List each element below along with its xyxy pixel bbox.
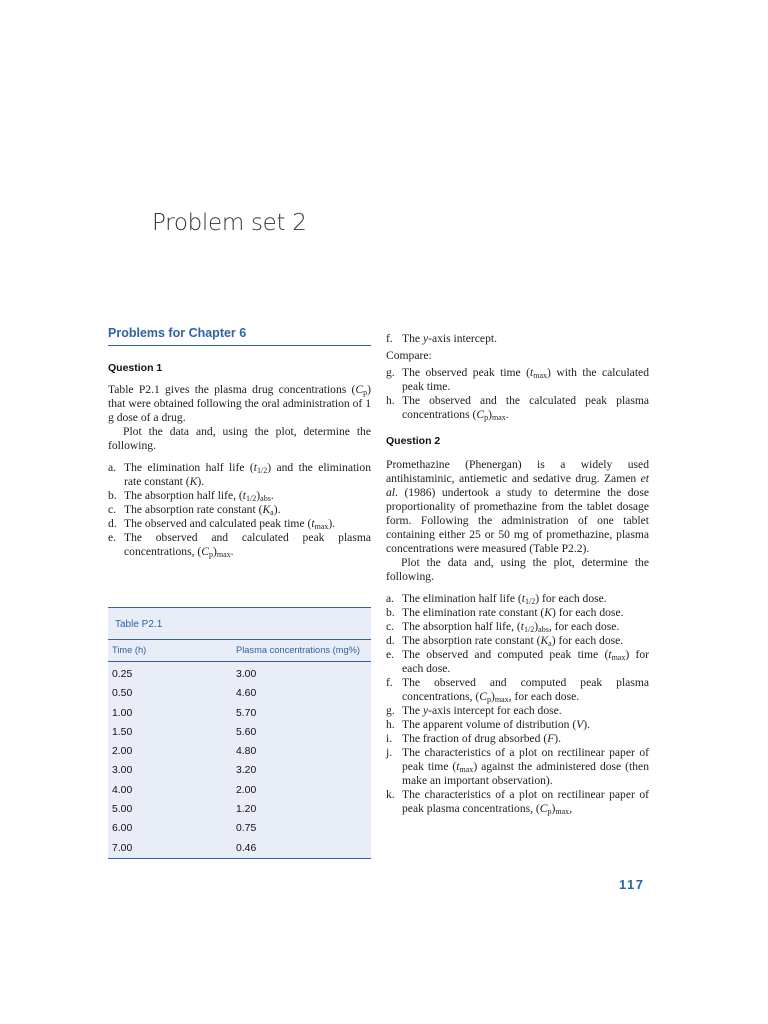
concentration-cell: 3.20 [236,765,257,777]
time-cell: 1.50 [112,726,133,738]
list-item-label: b. [386,606,395,619]
left-column [108,326,371,559]
concentration-cell: 4.80 [236,746,257,758]
compare-label: Compare: [386,349,432,362]
list-item-label: g. [386,704,395,717]
list-item-text: The observed and calculated peak plasma concentrations, $(C_p)_{max}$. [124,531,371,559]
table-row [108,704,371,723]
list-item [386,648,649,676]
time-cell: 0.25 [112,669,133,680]
section-heading: Problems for Chapter 6 [108,326,371,346]
question1-plot-instruction: Plot the data and, using the plot, determine the following. [108,425,371,452]
list-item [108,517,371,531]
concentration-cell: 5.70 [236,707,257,719]
list-item-text: The y-axis intercept for each dose. [402,704,562,717]
list-item-label: h. [386,394,395,407]
list-item [386,746,649,788]
time-cell: 5.00 [112,804,133,816]
list-item-text: The absorption half life, $(t_{1/2})_{abs}$. [124,489,274,503]
question1-heading: Question 1 [108,362,163,374]
list-item-label: e. [386,648,395,661]
right-column [386,332,649,816]
time-cell: 1.00 [112,707,133,719]
list-item-label: a. [108,461,117,474]
list-item [386,704,649,718]
concentration-cell: 2.00 [236,784,257,796]
table-row [108,839,371,858]
list-item [386,634,649,648]
list-item-label: c. [108,503,117,516]
table-row [108,781,371,800]
question2-plot-instruction: Plot the data and, using the plot, determine the following. [386,556,649,583]
table-row [108,684,371,703]
list-item-text: The characteristics of a plot on rectilinear paper of peak plasma concentrations, $(C_p)_{max}$, [402,788,649,816]
concentration-cell: 0.75 [236,823,257,835]
list-item-text: The observed and the calculated peak plasma concentrations $(C_p)_{max}$. [402,394,649,422]
concentration-cell: 0.46 [236,842,257,854]
concentration-cell: 1.20 [236,804,257,816]
list-item-label: e. [108,531,117,544]
question2-list [386,592,649,816]
list-item [386,592,649,606]
table-row [108,723,371,742]
list-item-text: The apparent volume of distribution (V). [402,718,591,731]
list-item [386,366,649,394]
page-number: 117 [619,877,645,892]
list-item-text: The elimination half life $(t_{1/2})$ for each dose. [402,592,607,606]
concentration-cell: 5.60 [236,726,257,738]
list-item-text: The observed and computed peak time $(t_{max})$ for each dose. [402,648,649,675]
list-item-text: The y-axis intercept. [402,332,497,345]
list-item [108,489,371,503]
table-header-row [108,639,371,662]
list-item-label: i. [386,732,393,745]
list-item [386,332,649,346]
list-item-text: The fraction of drug absorbed (F). [402,732,562,745]
list-item-text: The characteristics of a plot on rectilinear paper of peak time $(t_{max})$ against the administered dose (then make an important observation). [402,746,649,787]
table-row [108,819,371,838]
list-item-text: The elimination rate constant (K) for each dose. [402,606,624,619]
question1-list [108,461,371,559]
list-item-text: The observed and computed peak plasma concentrations, $(C_p)_{max}$, for each dose. [402,676,649,704]
list-item [386,718,649,732]
time-cell: 4.00 [112,784,133,796]
table-body [108,665,371,858]
table-row [108,800,371,819]
list-item-label: g. [386,366,395,379]
question1-list-continued [386,332,649,346]
time-cell: 2.00 [112,746,133,758]
list-item [386,394,649,422]
question2-heading: Question 2 [386,435,441,447]
list-item-label: f. [386,332,393,345]
table-p2-1 [108,607,371,859]
list-item [108,461,371,489]
list-item-label: c. [386,620,395,633]
time-cell: 3.00 [112,765,133,777]
list-item-label: f. [386,676,393,689]
concentration-cell: 3.00 [236,669,257,680]
table-row [108,665,371,684]
list-item [108,503,371,517]
concentration-cell: 4.60 [236,688,257,700]
table-header-concentration: Plasma concentrations (mg%) [236,645,361,655]
list-item-label: d. [108,517,117,530]
list-item [386,620,649,634]
list-item-label: k. [386,788,395,801]
list-item-text: The elimination half life $(t_{1/2})$ and the elimination rate constant (K). [124,461,371,488]
list-item-text: The observed peak time $(t_{max})$ with the calculated peak time. [402,366,649,393]
time-cell: 6.00 [112,823,133,835]
table-caption: Table P2.1 [115,619,163,630]
list-item-text: The absorption rate constant $(K_a)$ for each dose. [402,634,624,648]
list-item-text: The absorption rate constant $(K_a)$. [124,503,281,517]
list-item-label: j. [386,746,393,759]
time-cell: 7.00 [112,842,133,854]
page-title: Problem set 2 [152,210,307,236]
table-row [108,742,371,761]
list-item [386,732,649,746]
list-item-label: a. [386,592,395,605]
time-cell: 0.50 [112,688,133,700]
list-item-text: The absorption half life, $(t_{1/2})_{abs}$, for each dose. [402,620,620,634]
question1-intro: Table P2.1 gives the plasma drug concentrations $(C_p)$ that were obtained following the oral administration of 1 g dose of a drug. [108,383,371,424]
list-item [386,788,649,816]
list-item-label: d. [386,634,395,647]
list-item-text: The observed and calculated peak time $(t_{max})$. [124,517,336,531]
question2-intro: Promethazine (Phenergan) is a widely used antihistaminic, antiemetic and sedative drug. Zamen et al. (1986) undertook a study to determine the dose proportionality of promethazine from the tablet dosage form. Following the administration of one tablet containing either 25 or 50 mg of promethazine, plasma concentrations were measured (Table P2.2). [386,458,649,555]
list-item [386,606,649,620]
table-row [108,761,371,780]
list-item [386,676,649,704]
list-item-label: h. [386,718,395,731]
list-item-label: b. [108,489,117,502]
table-header-time: Time (h) [112,645,147,655]
list-item [108,531,371,559]
compare-list [386,366,649,422]
